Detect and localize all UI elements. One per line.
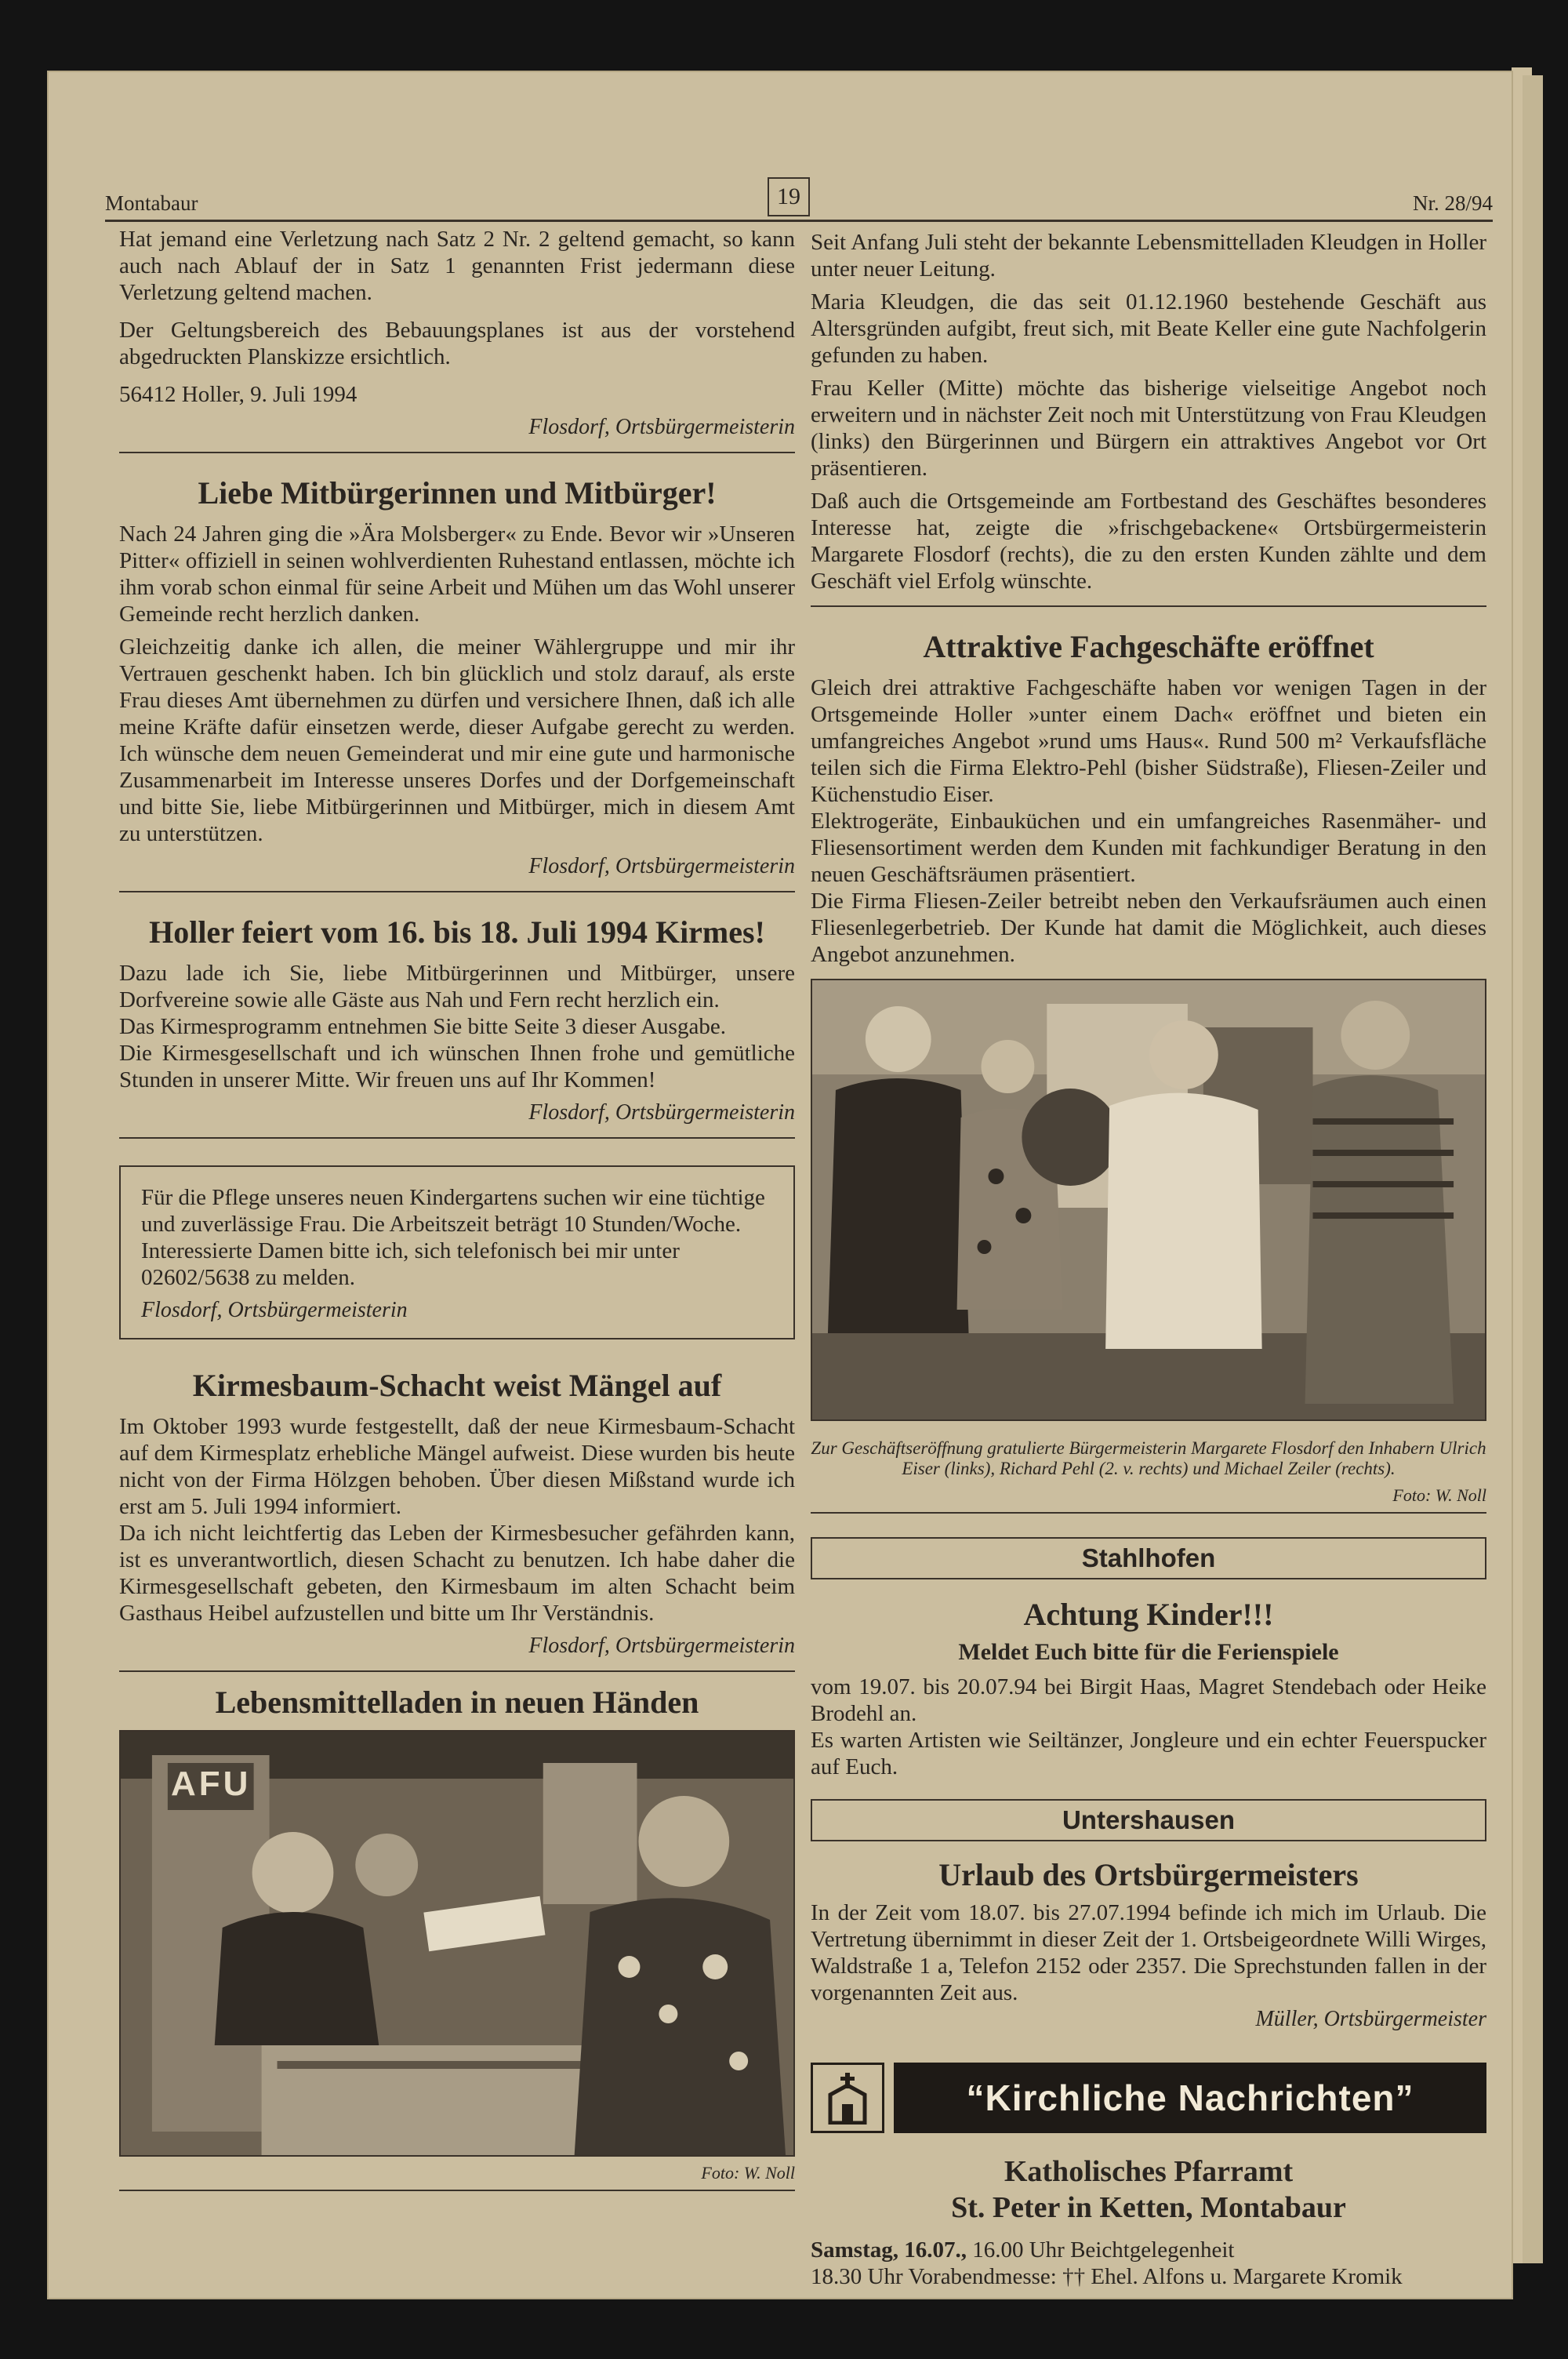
parish-name-1: Katholisches Pfarramt [1004, 2155, 1294, 2188]
article-title-kirmesbaum: Kirmesbaum-Schacht weist Mängel auf [192, 1368, 722, 1403]
article-paragraph: Gleichzeitig danke ich allen, die meiner Wählergruppe und mir ihr Vertrauen geschenkt haben. Ich bin glücklich und stolz darauf, als erste Frau dieses Amt übernehmen zu dürfen und versichere Ihnen, daß ich alle meine Kräfte dafür einsetzen werde, dieser Aufgabe gerecht zu werden. Ich wünsche dem neuen Gemeinderat und mir eine gute und harmonische Zusammenarbeit im Interesse unseres Dorfes und der Dorfgemeinschaft und bitte Sie, liebe Mitbürgerinnen und Mitbürger, mich in diesem Amt zu unterstützen. [119, 634, 795, 846]
article-paragraph: Dazu lade ich Sie, liebe Mitbürgerinnen und Mitbürger, unsere Dorfvereine sowie alle Gäste aus Nah und Fern recht herzlich ein. [119, 961, 795, 1012]
page-edge-back [1523, 75, 1543, 2263]
church-news-banner [811, 2063, 1486, 2133]
intro-signature: Flosdorf, Ortsbürgermeisterin [528, 415, 795, 439]
divider [119, 891, 795, 892]
header-town: Montabaur [105, 191, 198, 215]
schedule-day: Samstag, 16.07., [811, 2237, 967, 2263]
opening-photo [811, 979, 1486, 1421]
church-news-title: “Kirchliche Nachrichten” [894, 2063, 1486, 2133]
photo-store-sign: AFU [171, 1765, 252, 1803]
article-paragraph: In der Zeit vom 18.07. bis 27.07.1994 befinde ich mich im Urlaub. Die Vertretung übernimmt in dieser Zeit der 1. Ortsbeigeordnete Willi Wirges, Waldstraße 1 a, Telefon 2152 oder 2357. Die Sprechstunden fallen in der vorgenannten Zeit aus. [811, 1900, 1486, 2005]
article-subtitle: Meldet Euch bitte für die Ferienspiele [958, 1639, 1339, 1665]
header-rule [105, 220, 1493, 222]
photo-credit: Foto: W. Noll [1392, 1485, 1486, 1505]
newspaper-page [49, 72, 1512, 2298]
divider [119, 2190, 795, 2191]
right-column [811, 226, 1486, 2290]
article-signature: Flosdorf, Ortsbürgermeisterin [528, 854, 795, 878]
notice-text: Für die Pflege unseres neuen Kindergartens suchen wir eine tüchtige und zuverlässige Frau. Die Arbeitszeit beträgt 10 Stunden/Woche. Interessierte Damen bitte ich, sich telefonisch bei mir unter 02602/5638 zu melden. [141, 1185, 765, 1290]
article-paragraph: Die Firma Fliesen-Zeiler betreibt neben den Verkaufsräumen auch einen Fliesenlegerbetrieb. Der Kunde hat damit die Möglichkeit, auch dieses Angebot anzunehmen. [811, 889, 1486, 967]
article-signature: Flosdorf, Ortsbürgermeisterin [528, 1100, 795, 1125]
article-paragraph: Frau Keller (Mitte) möchte das bisherige vielseitige Angebot noch erweitern und in nächster Zeit noch mit Unterstützung von Frau Kleudgen (links) den Bürgerinnen und Bürgern ein attraktives Angebot vor Ort präsentieren. [811, 376, 1486, 481]
schedule-line [811, 2237, 1486, 2263]
parish-heading [811, 2154, 1486, 2226]
article-title-achtung-kinder: Achtung Kinder!!! [1023, 1597, 1274, 1632]
opening-photo-image [812, 980, 1485, 1419]
parish-name-2: St. Peter in Ketten, Montabaur [951, 2191, 1346, 2224]
section-header-untershausen: Untershausen [811, 1799, 1486, 1841]
article-title-lebensmittelladen: Lebensmittelladen in neuen Händen [215, 1685, 699, 1720]
article-paragraph: vom 19.07. bis 20.07.94 bei Birgit Haas, Magret Stendebach oder Heike Brodehl an. [811, 1674, 1486, 1726]
article-signature: Müller, Ortsbürgermeister [1255, 2007, 1486, 2031]
church-icon [811, 2063, 884, 2133]
schedule-line: 18.30 Uhr Vorabendmesse: †† Ehel. Alfons u. Margarete Kromik [811, 2264, 1403, 2289]
article-paragraph: Das Kirmesprogramm entnehmen Sie bitte Seite 3 dieser Ausgabe. [119, 1014, 726, 1039]
article-paragraph: Gleich drei attraktive Fachgeschäfte haben vor wenigen Tagen in der Ortsgemeinde Holler »unter einem Dach« eröffnet und bieten ein umfangreiches Angebot »rund ums Haus«. Rund 500 m² Verkaufsfläche teilen sich die Firma Elektro-Pehl (bisher Südstraße), Fliesen-Zeiler und Küchenstudio Eiser. [811, 675, 1486, 807]
section-header-stahlhofen: Stahlhofen [811, 1537, 1486, 1579]
article-paragraph: Nach 24 Jahren ging die »Ära Molsberger« zu Ende. Bevor wir »Unseren Pitter« offiziell in seinen wohlverdienten Ruhestand entlassen, möchte ich ihm vorab schon einmal für seine Arbeit und Mühen um das Wohl unserer Gemeinde recht herzlich danken. [119, 522, 795, 627]
shop-photo [119, 1730, 795, 2157]
page-content [105, 166, 1493, 2289]
schedule-detail: 16.00 Uhr Beichtgelegenheit [966, 2237, 1235, 2263]
photo-credit: Foto: W. Noll [701, 2163, 795, 2183]
divider [119, 1670, 795, 1672]
notice-signature: Flosdorf, Ortsbürgermeisterin [141, 1298, 408, 1322]
article-title-urlaub: Urlaub des Ortsbürgermeisters [938, 1857, 1359, 1892]
kindergarten-notice-box [119, 1165, 795, 1339]
article-title-fachgeschaefte: Attraktive Fachgeschäfte eröffnet [923, 629, 1374, 664]
article-paragraph: Maria Kleudgen, die das seit 01.12.1960 bestehende Geschäft aus Altersgründen aufgibt, freut sich, mit Beate Keller eine gute Nachfolgerin gefunden zu haben. [811, 289, 1486, 368]
article-paragraph: Elektrogeräte, Einbauküchen und ein umfangreiches Rasenmäher- und Fliesensortiment werden dem Kunden mit fachkundiger Beratung in den neuen Geschäftsräumen präsentiert. [811, 809, 1486, 887]
page-number: 19 [768, 177, 810, 216]
issue-number: Nr. 28/94 [1412, 191, 1493, 215]
divider [811, 605, 1486, 607]
intro-place-date: 56412 Holler, 9. Juli 1994 [119, 382, 358, 407]
article-signature: Flosdorf, Ortsbürgermeisterin [528, 1634, 795, 1658]
intro-paragraph-2: Der Geltungsbereich des Bebauungsplanes ist aus der vorstehend abgedruckten Planskizze ersichtlich. [119, 318, 795, 369]
divider [811, 1512, 1486, 1514]
service-schedule [811, 2237, 1486, 2290]
article-paragraph: Im Oktober 1993 wurde festgestellt, daß der neue Kirmesbaum-Schacht auf dem Kirmesplatz erhebliche Mängel aufweist. Diese wurden bis heute nicht von der Firma Hölzgen behoben. Über diesen Mißstand wurde ich erst am 5. Juli 1994 informiert. [119, 1414, 795, 1519]
article-title-mitbuerger: Liebe Mitbürgerinnen und Mitbürger! [198, 475, 717, 511]
article-title-kirmes: Holler feiert vom 16. bis 18. Juli 1994 Kirmes! [149, 914, 765, 950]
left-column [119, 226, 795, 2191]
article-paragraph: Daß auch die Ortsgemeinde am Fortbestand des Geschäftes besonderes Interesse hat, zeigte die »frischgebackene« Ortsbürgermeisterin Margarete Flosdorf (rechts), die zu den ersten Kunden zählte und dem Geschäft viel Erfolg wünschte. [811, 489, 1486, 594]
article-paragraph: Da ich nicht leichtfertig das Leben der Kirmesbesucher gefährden kann, ist es unverantwortlich, diesen Schacht zu benutzen. Ich habe daher die Kirmesgesellschaft gebeten, den Kirmesbaum im alten Schacht beim Gasthaus Heibel aufzustellen und bitte um Ihr Verständnis. [119, 1521, 795, 1626]
intro-paragraph-1: Hat jemand eine Verletzung nach Satz 2 Nr. 2 geltend gemacht, so kann auch nach Ablauf der in Satz 1 genannten Frist jedermann diese Verletzung geltend machen. [119, 227, 795, 305]
article-paragraph: Seit Anfang Juli steht der bekannte Lebensmittelladen Kleudgen in Holler unter neuer Leitung. [811, 230, 1486, 282]
article-paragraph: Es warten Artisten wie Seiltänzer, Jongleure und ein echter Feuerspucker auf Euch. [811, 1728, 1486, 1779]
divider [119, 452, 795, 453]
photo-caption: Zur Geschäftseröffnung gratulierte Bürgermeisterin Margarete Flosdorf den Inhabern Ulrich Eiser (links), Richard Pehl (2. v. rechts) und Michael Zeiler (rechts). [811, 1438, 1486, 1478]
divider [119, 1137, 795, 1139]
article-paragraph: Die Kirmesgesellschaft und ich wünschen Ihnen frohe und gemütliche Stunden in unserer Mitte. Wir freuen uns auf Ihr Kommen! [119, 1041, 795, 1092]
